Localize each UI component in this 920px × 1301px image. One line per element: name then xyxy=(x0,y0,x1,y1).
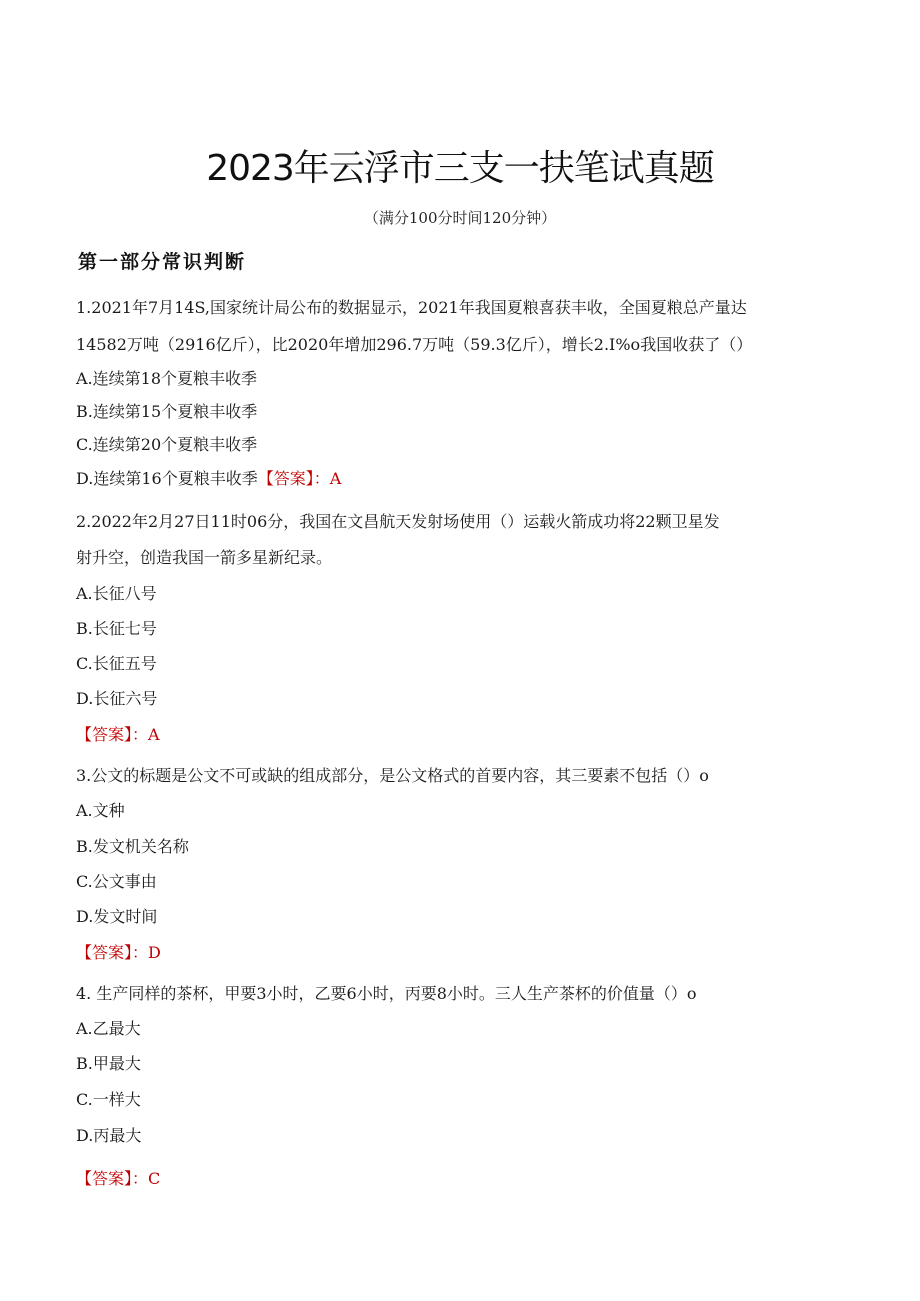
question-3-text-line-1: 3.公文的标题是公文不可或缺的组成部分，是公文格式的首要内容，其三要素不包括（）o xyxy=(76,766,709,785)
question-1-text-line-2: 14582万吨（2916亿斤），比2020年增加296.7万吨（59.3亿斤），增长2.I%o我国收获了（） xyxy=(76,335,753,354)
question-1-text-line-1: 1.2021年7月14S,国家统计局公布的数据显示，2021年我国夏粮喜获丰收，全国夏粮总产量达 xyxy=(76,298,747,317)
question-4-option-b: B.甲最大 xyxy=(76,1054,141,1073)
question-2-text-line-1: 2.2022年2月27日11时06分，我国在文昌航天发射场使用（）运载火箭成功将22颗卫星发 xyxy=(76,512,720,531)
question-3-option-d: D.发文时间 xyxy=(76,907,158,926)
question-3-option-c: C.公文事由 xyxy=(76,872,157,891)
question-1-option-a: A.连续第18个夏粮丰收季 xyxy=(76,369,258,388)
question-4-option-d: D.丙最大 xyxy=(76,1126,142,1145)
question-4-answer: 【答案】：C xyxy=(76,1169,161,1188)
question-4-text-line-1: 4. 生产同样的茶杯，甲要3小时，乙要6小时，丙要8小时。三人生产茶杯的价值量（）o xyxy=(76,984,697,1003)
question-4-option-a: A.乙最大 xyxy=(76,1019,141,1038)
question-2-answer: 【答案】：A xyxy=(76,725,160,744)
question-2-option-d: D.长征六号 xyxy=(76,689,158,708)
question-3-option-a: A.文种 xyxy=(76,801,125,820)
question-1-option-c: C.连续第20个夏粮丰收季 xyxy=(76,435,258,454)
question-2-option-a: A.长征八号 xyxy=(76,584,157,603)
section-heading: 第一部分常识判断 xyxy=(78,251,247,273)
question-1-option-d: D.连续第16个夏粮丰收季 xyxy=(76,469,258,488)
question-1-answer: 【答案】：A xyxy=(257,469,342,488)
question-2-text-line-2: 射升空，创造我国一箭多星新纪录。 xyxy=(76,548,333,567)
document-subtitle: （满分100分时间120分钟） xyxy=(363,209,557,227)
question-3-option-b: B.发文机关名称 xyxy=(76,837,189,856)
document-title: 2023年云浮市三支一扶笔试真题 xyxy=(206,148,714,189)
question-3-answer: 【答案】：D xyxy=(76,943,161,962)
question-1-option-b: B.连续第15个夏粮丰收季 xyxy=(76,402,258,421)
question-1-option-d-row xyxy=(76,466,341,489)
question-2-option-c: C.长征五号 xyxy=(76,654,157,673)
question-2-option-b: B.长征七号 xyxy=(76,619,157,638)
question-4-option-c: C.一样大 xyxy=(76,1090,141,1109)
